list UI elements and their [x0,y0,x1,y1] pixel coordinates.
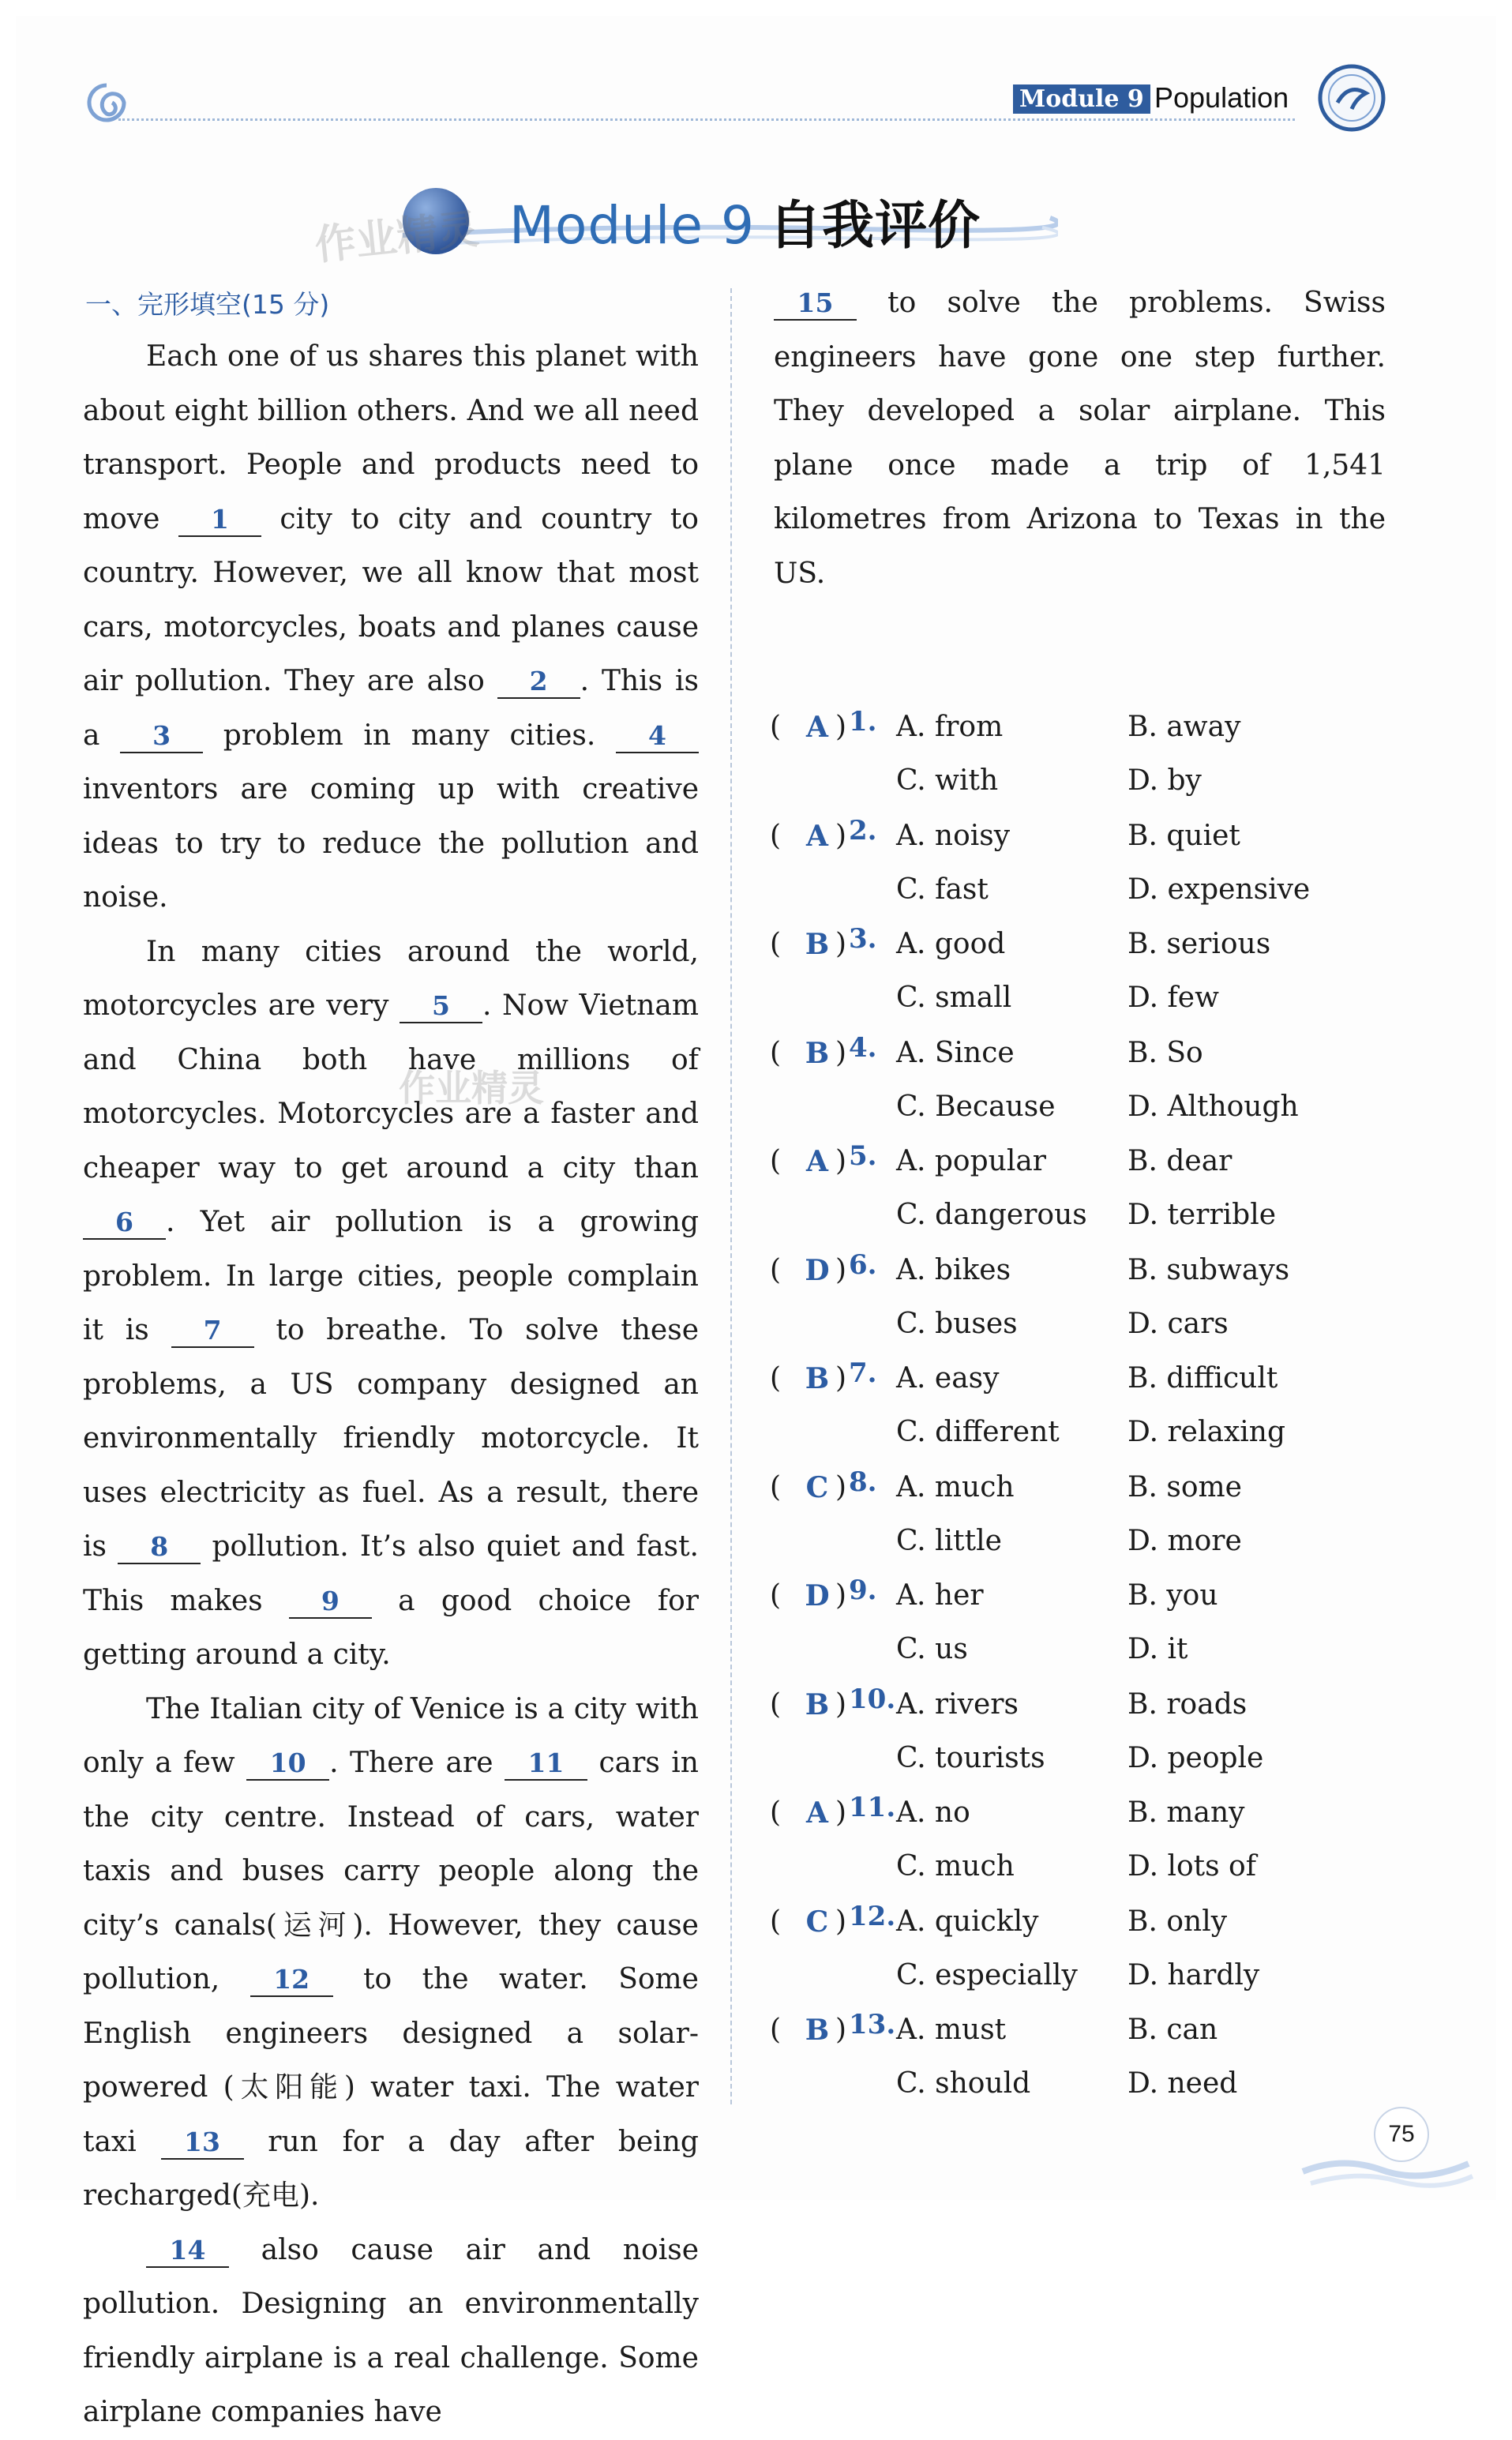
question-3 [770,923,1394,1036]
answer-paren-open: ( [770,711,782,743]
paragraph: In many cities around the world, motorcycles are very 5 . Now Vietnam and China both have millions of motorcycles. Motorcycles are a faster and cheaper way to get around a city than 6 . Yet air pollution is a growing problem. In large cities, people complain it is 7 to breathe. To solve these problems, a US company designed an environmentally friendly motorcycle. It uses electricity as fuel. As a result, there is 8 pollution. It’s also quiet and fast. This makes 9 a good choice for getting around a city. [83,935,700,1671]
blank-7[interactable]: 7 [171,1315,254,1348]
module-badge: Module 9 [1013,84,1150,114]
question-number: 3. [849,923,877,955]
question-5 [770,1140,1394,1253]
question-number: 8. [849,1466,877,1498]
option-a[interactable]: A. much [896,1470,1015,1503]
answer-letter[interactable]: C [805,1905,829,1939]
option-d[interactable]: D. need [1127,2067,1238,2100]
answer-paren-close: ) [835,2014,847,2046]
option-b[interactable]: B. serious [1127,928,1271,960]
answer-letter[interactable]: B [805,1036,830,1070]
option-c[interactable]: C. with [896,764,999,797]
answer-paren-close: ) [835,819,847,852]
answer-letter[interactable]: A [806,711,828,744]
answer-paren-close: ) [835,928,847,960]
answer-letter[interactable]: D [805,1579,830,1612]
answer-letter[interactable]: B [805,2014,830,2047]
brand-logo-icon [1317,63,1386,133]
question-8 [770,1466,1394,1579]
question-number: 1. [849,706,877,738]
option-a[interactable]: A. rivers [896,1687,1019,1721]
answer-letter[interactable]: C [805,1470,829,1504]
option-b[interactable]: B. you [1127,1579,1218,1612]
option-c[interactable]: C. dangerous [896,1199,1087,1231]
answer-letter[interactable]: B [805,928,830,961]
option-d[interactable]: D. relaxing [1127,1416,1286,1448]
page-number: 75 [1374,2107,1429,2162]
answer-paren-close: ) [835,711,847,743]
option-d[interactable]: D. terrible [1127,1199,1277,1231]
option-c[interactable]: C. Because [896,1090,1056,1123]
blank-14[interactable]: 14 [146,2235,229,2268]
question-number: 10. [849,1683,896,1715]
blank-6[interactable]: 6 [83,1207,166,1240]
column-divider [730,288,732,2104]
question-number: 4. [849,1031,877,1064]
option-a[interactable]: A. noisy [896,819,1011,852]
answer-paren-open: ( [770,1579,782,1612]
answer-letter[interactable]: A [806,819,828,853]
option-a[interactable]: A. easy [896,1362,1000,1395]
option-b[interactable]: B. difficult [1127,1362,1278,1395]
option-c[interactable]: C. us [896,1633,968,1665]
question-4 [770,1031,1394,1145]
answer-paren-open: ( [770,1470,782,1503]
option-c[interactable]: C. buses [896,1307,1018,1340]
option-c[interactable]: C. especially [896,1958,1078,1991]
page-title [509,183,981,258]
blank-12[interactable]: 12 [250,1964,333,1997]
option-d[interactable]: D. people [1127,1741,1264,1774]
blank-1[interactable]: 1 [178,504,261,537]
passage-left [83,330,699,2440]
option-d[interactable]: D. more [1127,1524,1242,1557]
section-heading: 一、完形填空(15 分) [85,289,330,320]
option-d[interactable]: D. expensive [1127,873,1311,906]
header-rule [118,118,1295,121]
question-number: 6. [849,1248,877,1281]
answer-paren-close: ) [835,1470,847,1503]
answer-paren-open: ( [770,1362,782,1395]
option-a[interactable]: A. Since [896,1036,1015,1069]
option-d[interactable]: D. Although [1127,1090,1299,1123]
question-9 [770,1575,1394,1687]
answer-paren-open: ( [770,1796,782,1829]
question-number: 7. [849,1357,877,1389]
passage-right [774,276,1386,601]
blank-2[interactable]: 2 [497,666,580,699]
option-d[interactable]: D. few [1127,982,1219,1014]
question-11 [770,1792,1394,1905]
blank-8[interactable]: 8 [118,1531,201,1564]
blank-10[interactable]: 10 [246,1747,329,1781]
option-a[interactable]: A. quickly [896,1905,1039,1938]
option-d[interactable]: D. lots of [1127,1850,1257,1883]
answer-paren-close: ) [835,1362,847,1395]
question-number: 11. [849,1792,896,1823]
option-a[interactable]: A. her [896,1579,984,1612]
watermark: 作业精灵 [313,205,482,270]
option-c[interactable]: C. fast [896,873,989,906]
option-a[interactable]: A. good [896,928,1006,960]
answer-letter[interactable]: A [806,1145,828,1178]
option-b[interactable]: B. many [1127,1796,1245,1829]
answer-paren-open: ( [770,1145,782,1177]
option-d[interactable]: D. cars [1127,1307,1229,1340]
answer-paren-open: ( [770,928,782,960]
title-zh: 自我评价 [768,195,981,256]
answer-paren-close: ) [835,1579,847,1612]
option-a[interactable]: A. no [896,1796,970,1829]
answer-paren-close: ) [835,1905,847,1938]
option-c[interactable]: C. little [896,1524,1002,1557]
answer-paren-close: ) [835,1145,847,1177]
paragraph: 15 to solve the problems. Swiss engineers have gone one step further. They developed a solar airplane. This plane once made a trip of 1,541 kilometres from Arizona to Texas in the US. [774,287,1386,590]
paragraph: Each one of us shares this planet with about eight billion others. And we all need transport. People and products need to move 1 city to city and country to country. However, we all know that most cars, motorcycles, boats and planes cause air pollution. They are also 2 . This is a 3 problem in many cities. 4 inventors are coming up with creative ideas to try to reduce the pollution and noise. [83,340,699,914]
answer-paren-open: ( [770,2014,782,2046]
option-d[interactable]: D. by [1127,764,1202,797]
answer-paren-open: ( [770,1253,782,1286]
watermark: 作业精灵 [399,1067,544,1109]
option-a[interactable]: A. must [896,2014,1007,2046]
answer-paren-close: ) [835,1687,847,1721]
answer-paren-close: ) [835,1796,847,1829]
question-number: 5. [849,1140,877,1172]
option-a[interactable]: A. from [896,711,1004,743]
option-a[interactable]: A. bikes [896,1253,1011,1286]
option-b[interactable]: B. some [1127,1470,1242,1503]
question-1 [770,706,1394,819]
answer-paren-close: ) [835,1253,847,1286]
question-number: 12. [849,1900,896,1932]
option-b[interactable]: B. can [1127,2014,1218,2046]
option-b[interactable]: B. So [1127,1036,1203,1069]
option-c[interactable]: C. much [896,1850,1015,1883]
answer-paren-open: ( [770,1905,782,1938]
blank-4[interactable]: 4 [616,720,699,753]
answer-paren-open: ( [770,1687,782,1721]
option-b[interactable]: B. dear [1127,1145,1232,1177]
question-13 [770,2009,1394,2122]
answer-paren-open: ( [770,819,782,852]
blank-13[interactable]: 13 [161,2127,244,2160]
question-number: 13. [849,2009,896,2040]
option-b[interactable]: B. subways [1127,1253,1290,1286]
blank-5[interactable]: 5 [400,990,482,1023]
option-c[interactable]: C. small [896,982,1012,1014]
option-c[interactable]: C. should [896,2067,1031,2100]
answer-paren-close: ) [835,1036,847,1069]
answer-letter[interactable]: B [805,1362,830,1395]
title-module: Module 9 [509,195,755,256]
question-number: 2. [849,814,877,846]
paragraph: The Italian city of Venice is a city with only a few 10 . There are 11 cars in the city centre. Instead of cars, water taxis and buses carry people along the city’s canals(运河). However, they cause pollution, 12 to the water. Some English engineers designed a solar-powered (太阳能) water taxi. The water taxi 13 run for a day after being recharged(充电). [83,1692,699,2212]
blank-11[interactable]: 11 [505,1747,587,1781]
unit-title: Population [1154,81,1289,114]
question-7 [770,1357,1394,1470]
blank-15[interactable]: 15 [774,287,857,321]
blank-9[interactable]: 9 [289,1586,372,1619]
answer-letter[interactable]: A [806,1796,828,1830]
blank-3[interactable]: 3 [120,720,203,753]
question-number: 9. [849,1575,877,1606]
option-a[interactable]: A. popular [896,1145,1047,1177]
paragraph: 14 also cause air and noise pollution. Designing an environmentally friendly airplane is a real challenge. Some airplane companies have [83,2233,699,2428]
answer-letter[interactable]: B [805,1687,830,1721]
option-d[interactable]: D. it [1127,1633,1188,1665]
question-6 [770,1248,1394,1362]
answer-paren-open: ( [770,1036,782,1069]
answer-letter[interactable]: D [805,1253,830,1287]
option-d[interactable]: D. hardly [1127,1958,1260,1991]
option-c[interactable]: C. tourists [896,1741,1045,1774]
option-b[interactable]: B. away [1127,711,1241,743]
question-2 [770,814,1394,928]
option-c[interactable]: C. different [896,1416,1060,1448]
option-b[interactable]: B. quiet [1127,819,1240,852]
option-b[interactable]: B. only [1127,1905,1228,1938]
question-12 [770,1900,1394,2014]
option-b[interactable]: B. roads [1127,1687,1247,1721]
question-10 [770,1683,1394,1796]
